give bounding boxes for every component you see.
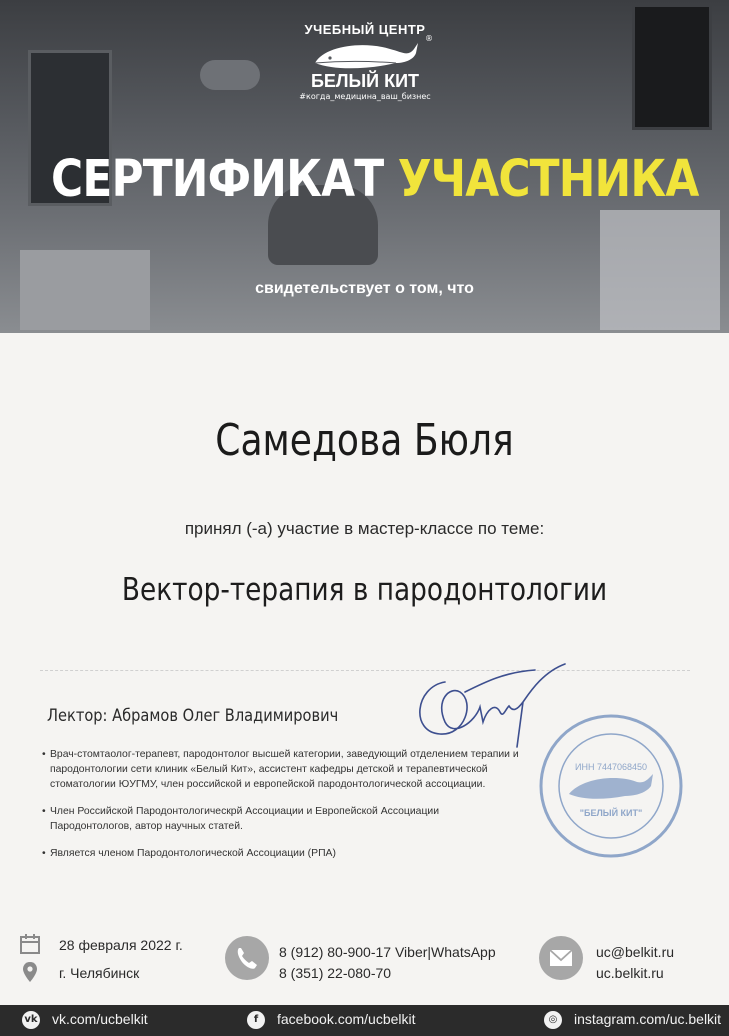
subtitle: свидетельствует о том, что [255,280,474,297]
title-word-certificate: СЕРТИФИКАТ [51,150,384,209]
phone-primary[interactable]: 8 (912) 80-900-17 Viber|WhatsApp [279,944,496,960]
instagram-icon: ◎ [544,1011,562,1029]
title-word-participant: УЧАСТНИКА [397,150,699,209]
lecturer-line: Лектор: Абрамов Олег Владимирович [47,706,339,726]
facebook-link[interactable]: facebook.com/ucbelkit [277,1011,416,1027]
participation-text: принял (-а) участие в мастер-классе по теме: [184,519,545,538]
logo [295,22,435,122]
instagram-link[interactable]: instagram.com/uc.belkit [574,1011,722,1027]
vk-link[interactable]: vk.com/ucbelkit [52,1011,148,1027]
email-link[interactable]: uc@belkit.ru [596,944,675,960]
calendar-icon [19,933,41,955]
divider [40,670,690,671]
header-photo [0,0,729,333]
phone-icon [224,935,270,981]
contacts [0,925,729,995]
stamp-center-text: "БЕЛЫЙ КИТ" [579,808,643,818]
whale-icon [310,39,420,73]
dental-lamp [200,60,260,90]
location-pin-icon [22,961,38,983]
certificate-title [51,150,699,209]
logo-line2: БЕЛЫЙ КИТ [310,71,420,91]
company-stamp [537,712,685,860]
topic-title: Вектор-терапия в пародонтологии [121,572,608,608]
registered-mark: ® [425,34,433,43]
door [600,210,720,330]
stamp-inn: ИНН 7447068450 [574,762,648,772]
event-date: 28 февраля 2022 г. [59,937,183,953]
vk-icon: vk [22,1011,40,1029]
bio-bullet-1: • Врач-стомтаолог-терапевт, пародонтолог высшей категории, заведующий отделением терапии и пародонтологии сети клиник «Белый Кит», ассистент кафедры детской и терапевтической стоматологии ЮУГМУ, член российской и европейской пародонтологической ассоциации. [42,747,542,792]
website-link[interactable]: uc.belkit.ru [596,965,664,981]
mail-icon [538,935,584,981]
monitor [632,4,712,130]
bio-bullet-3: • Является членом Пародонтологической Ассоциации (РПА) [42,846,542,861]
logo-tagline: #когда_медицина_ваш_бизнес [299,92,431,101]
logo-line1: УЧЕБНЫЙ ЦЕНТР [304,22,426,37]
event-city: г. Челябинск [59,965,140,981]
social-footer [0,1005,729,1036]
bio-bullet-2: • Член Российской Пародонтологическрй Ассоциации и Европейской Ассоциации Пародонтологов, автор научных статей. [42,804,520,834]
recipient-name: Самедова Бюля [215,415,514,466]
phone-secondary[interactable]: 8 (351) 22-080-70 [279,965,392,981]
facebook-icon: f [247,1011,265,1029]
lecturer-bio [42,747,542,873]
